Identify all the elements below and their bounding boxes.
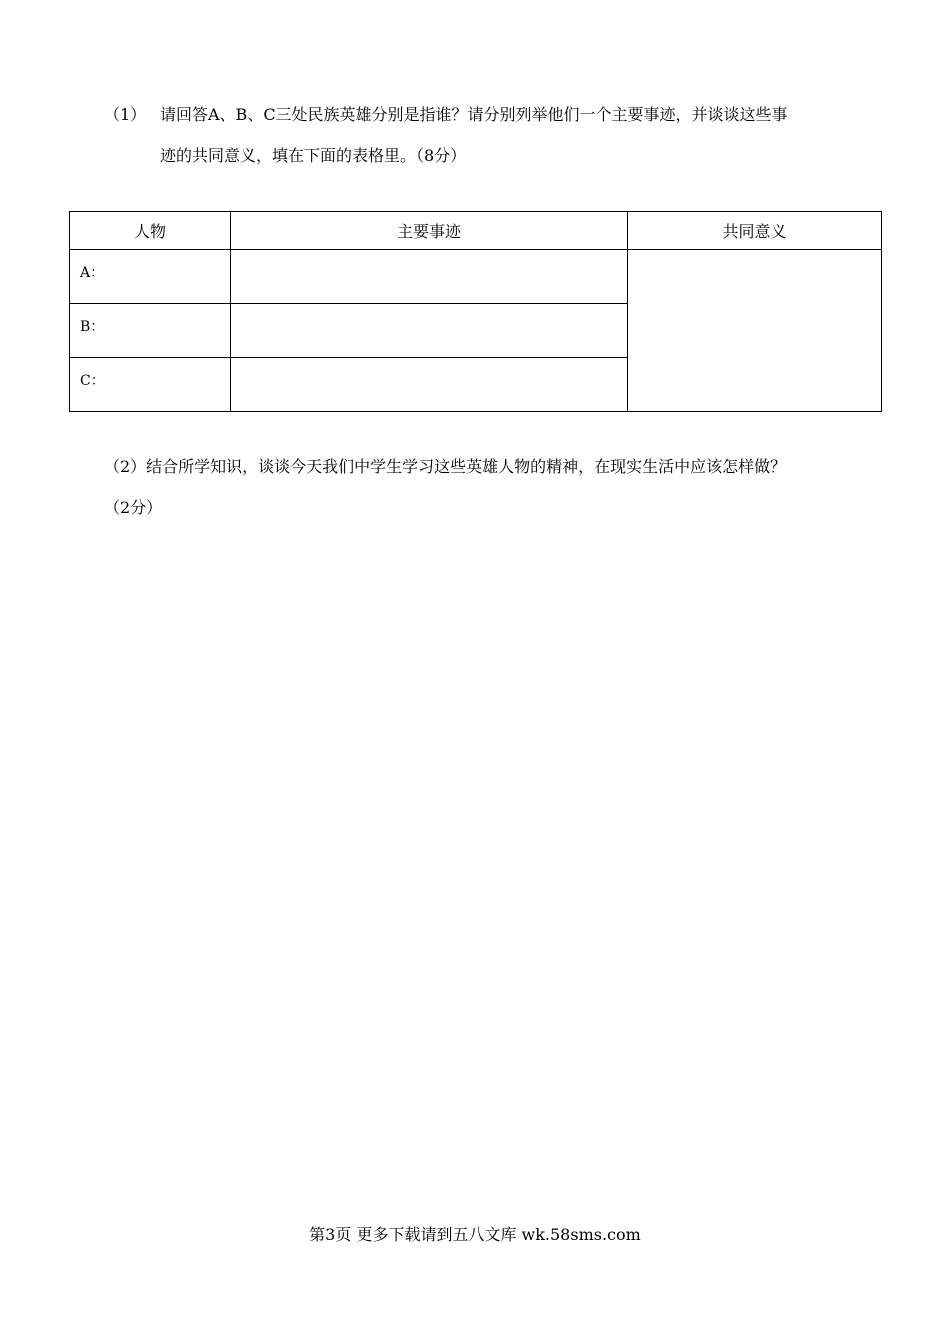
person-cell-a[interactable]: A： <box>70 250 231 304</box>
common-significance-cell[interactable] <box>628 250 882 412</box>
person-cell-c[interactable]: C： <box>70 358 231 412</box>
question-2-line-1: （2）结合所学知识，谈谈今天我们中学生学习这些英雄人物的精神，在现实生活中应该怎样做？ <box>104 457 787 476</box>
deed-cell-c[interactable] <box>231 358 628 412</box>
table-header-row <box>70 212 882 250</box>
page-footer: 第3页 更多下载请到五八文库 wk.58sms.com <box>309 1225 641 1244</box>
question-1-text: 请回答A、B、C三处民族英雄分别是指谁？请分别列举他们一个主要事迹，并谈谈这些事 <box>160 105 788 124</box>
person-cell-b[interactable]: B： <box>70 304 231 358</box>
table-row <box>70 250 882 304</box>
deed-cell-a[interactable] <box>231 250 628 304</box>
header-main-deeds: 主要事迹 <box>231 212 628 250</box>
question-1-line-1 <box>104 103 788 127</box>
question-1-number: （1） <box>104 105 147 124</box>
header-common-significance: 共同意义 <box>628 212 882 250</box>
header-person: 人物 <box>70 212 231 250</box>
question-2-line-2: （2分） <box>104 498 163 517</box>
deed-cell-b[interactable] <box>231 304 628 358</box>
question-1-line-2: 迹的共同意义，填在下面的表格里。（8分） <box>160 146 467 165</box>
answer-table <box>69 211 882 412</box>
